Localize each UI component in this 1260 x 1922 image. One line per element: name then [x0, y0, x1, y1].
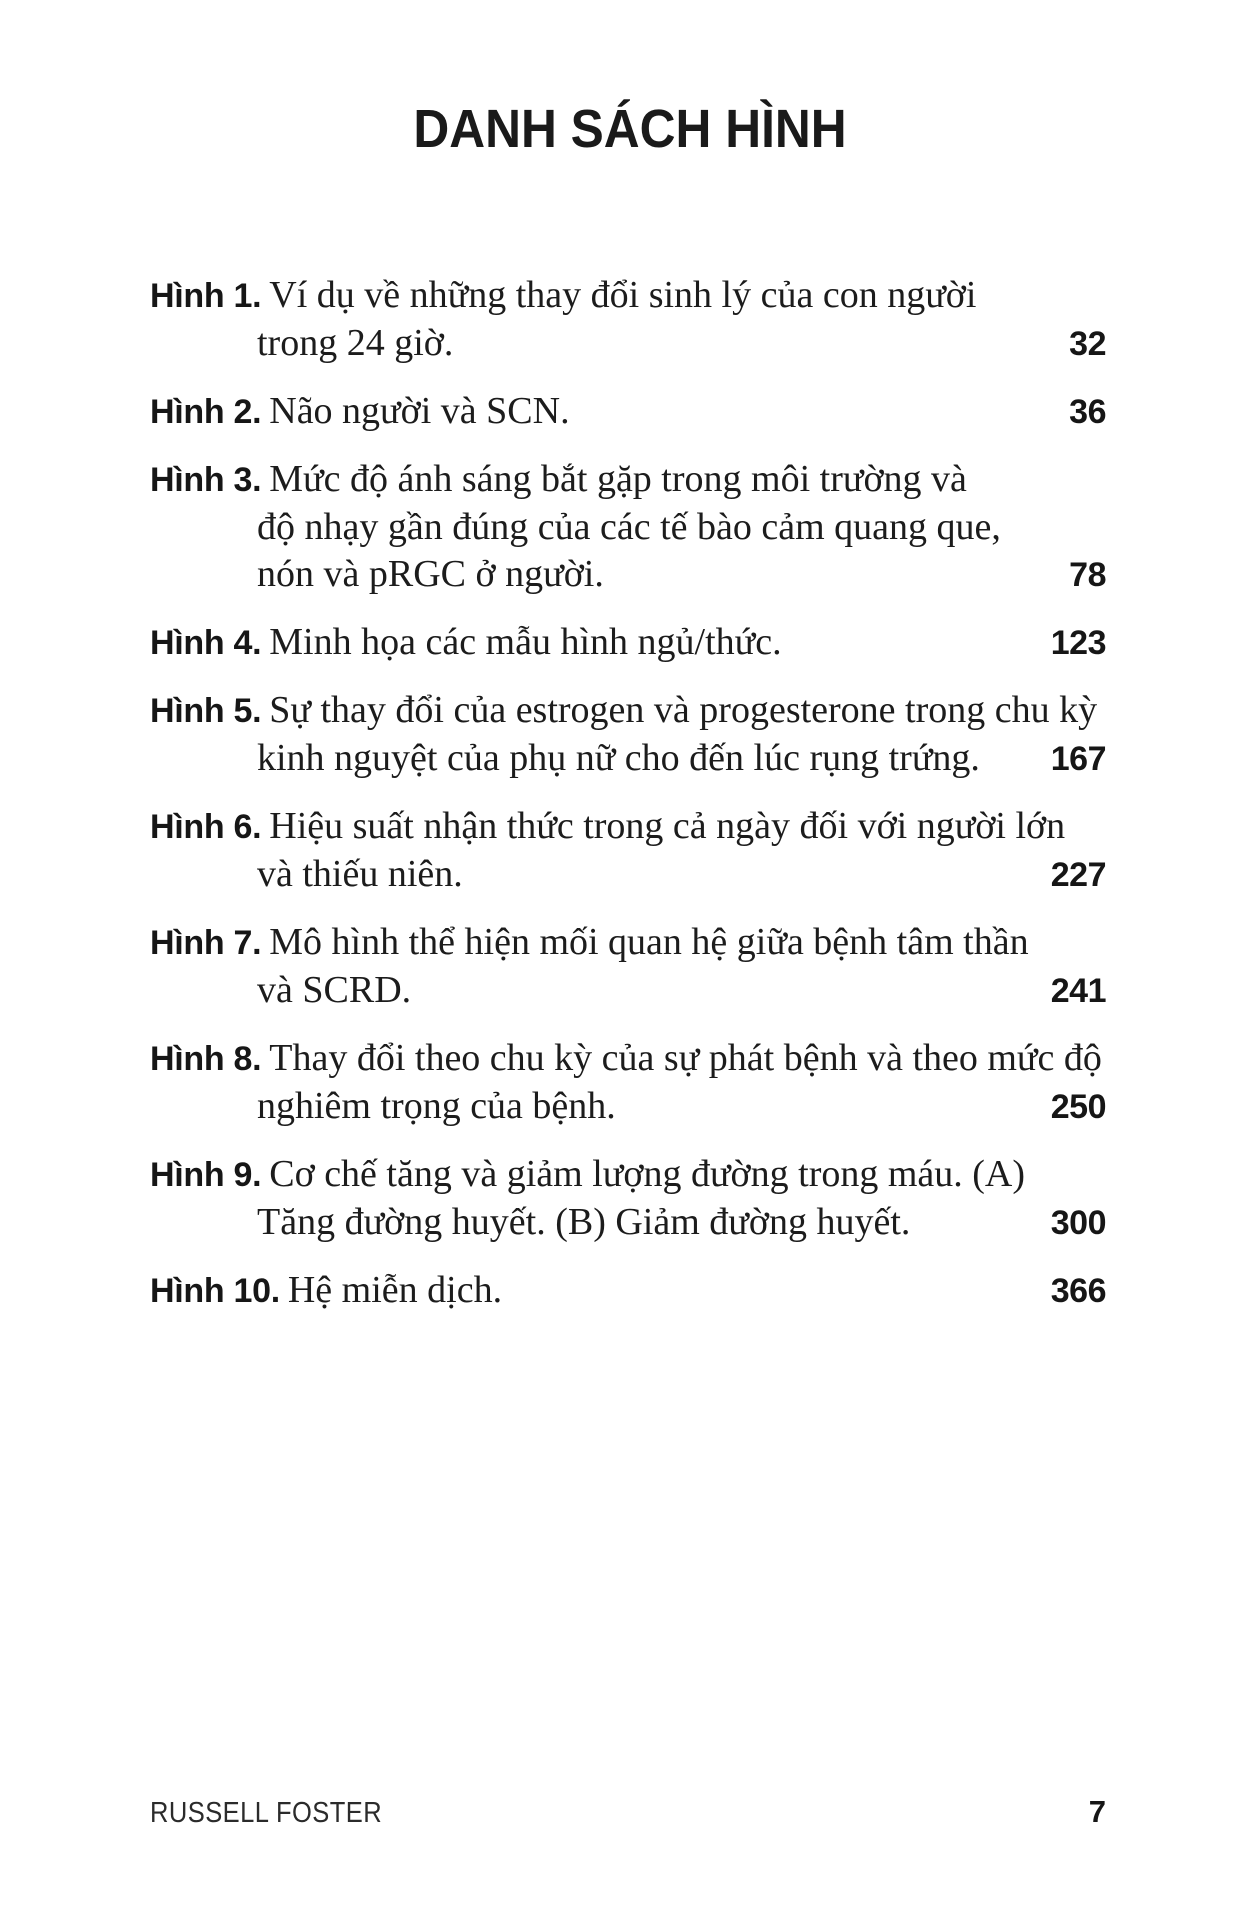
figure-entry-10	[150, 1267, 1106, 1315]
figure-page-number: 241	[1050, 972, 1106, 1010]
figure-line	[150, 803, 1106, 851]
figure-line	[150, 320, 1106, 368]
figure-description: kinh nguyệt của phụ nữ cho đến lúc rụng trứng.	[257, 737, 980, 779]
figure-description: nón và pRGC ở người.	[257, 553, 604, 595]
figure-line	[150, 1199, 1106, 1247]
author-name: RUSSELL FOSTER	[150, 1797, 383, 1829]
figure-page-number: 78	[1069, 556, 1106, 594]
figure-page-number: 250	[1050, 1088, 1106, 1126]
figure-entry-2	[150, 388, 1106, 436]
figure-label: Hình 10.	[150, 1272, 280, 1310]
figure-page-number: 366	[1050, 1272, 1106, 1310]
figure-line	[150, 1151, 1106, 1199]
figure-description: Hệ miễn dịch.	[287, 1269, 503, 1311]
figure-line	[150, 272, 1106, 320]
figure-line	[150, 1035, 1106, 1083]
figure-line	[150, 504, 1106, 551]
figure-description: Sự thay đổi của estrogen và progesterone trong chu kỳ	[269, 689, 1098, 731]
figure-entry-4	[150, 619, 1106, 667]
figure-description: Não người và SCN.	[269, 390, 570, 432]
figure-page-number: 123	[1050, 624, 1106, 662]
folio-page-number: 7	[1088, 1794, 1106, 1829]
figure-description: Minh họa các mẫu hình ngủ/thức.	[269, 621, 782, 663]
figure-line	[150, 735, 1106, 783]
figure-description: Mô hình thể hiện mối quan hệ giữa bệnh tâm thần	[269, 921, 1029, 963]
figure-description: Mức độ ánh sáng bắt gặp trong môi trường và	[269, 458, 967, 500]
figure-line	[150, 687, 1106, 735]
figure-entry-6	[150, 803, 1106, 899]
figure-line	[150, 456, 1106, 504]
figure-label: Hình 2.	[150, 393, 262, 431]
figure-line	[150, 1267, 1106, 1315]
figure-description: Tăng đường huyết. (B) Giảm đường huyết.	[257, 1201, 911, 1243]
figure-description: trong 24 giờ.	[257, 322, 454, 364]
figure-line	[150, 388, 1106, 436]
figure-label: Hình 7.	[150, 924, 262, 962]
figure-list	[150, 272, 1106, 1335]
figure-line	[150, 851, 1106, 899]
figure-page-number: 167	[1050, 740, 1106, 778]
figure-description: Hiệu suất nhận thức trong cả ngày đối với người lớn	[269, 805, 1066, 847]
figure-description: Cơ chế tăng và giảm lượng đường trong máu. (A)	[269, 1153, 1026, 1195]
figure-label: Hình 9.	[150, 1156, 262, 1194]
figure-description: nghiêm trọng của bệnh.	[257, 1085, 616, 1127]
figure-description: và thiếu niên.	[257, 853, 463, 895]
figure-description: và SCRD.	[257, 969, 412, 1011]
page-footer	[150, 1794, 1106, 1830]
figure-description: độ nhạy gần đúng của các tế bào cảm quang que,	[257, 506, 1001, 548]
figure-entry-7	[150, 919, 1106, 1015]
figure-entry-3	[150, 456, 1106, 599]
figure-label: Hình 4.	[150, 624, 262, 662]
figure-line	[150, 919, 1106, 967]
figure-page-number: 36	[1069, 393, 1106, 431]
figure-label: Hình 5.	[150, 692, 262, 730]
figure-line	[150, 619, 1106, 667]
figure-label: Hình 1.	[150, 277, 262, 315]
figure-label: Hình 8.	[150, 1040, 262, 1078]
figure-description: Ví dụ về những thay đổi sinh lý của con người	[269, 274, 977, 316]
figure-line	[150, 967, 1106, 1015]
figure-entry-8	[150, 1035, 1106, 1131]
figure-entry-1	[150, 272, 1106, 368]
page-title: DANH SÁCH HÌNH	[413, 99, 847, 159]
figure-label: Hình 3.	[150, 461, 262, 499]
figure-entry-5	[150, 687, 1106, 783]
figure-page-number: 227	[1050, 856, 1106, 894]
figure-entry-9	[150, 1151, 1106, 1247]
figure-page-number: 32	[1069, 325, 1106, 363]
figure-page-number: 300	[1050, 1204, 1106, 1242]
figure-line	[150, 551, 1106, 599]
figure-line	[150, 1083, 1106, 1131]
figure-description: Thay đổi theo chu kỳ của sự phát bệnh và theo mức độ	[269, 1037, 1102, 1079]
figure-label: Hình 6.	[150, 808, 262, 846]
